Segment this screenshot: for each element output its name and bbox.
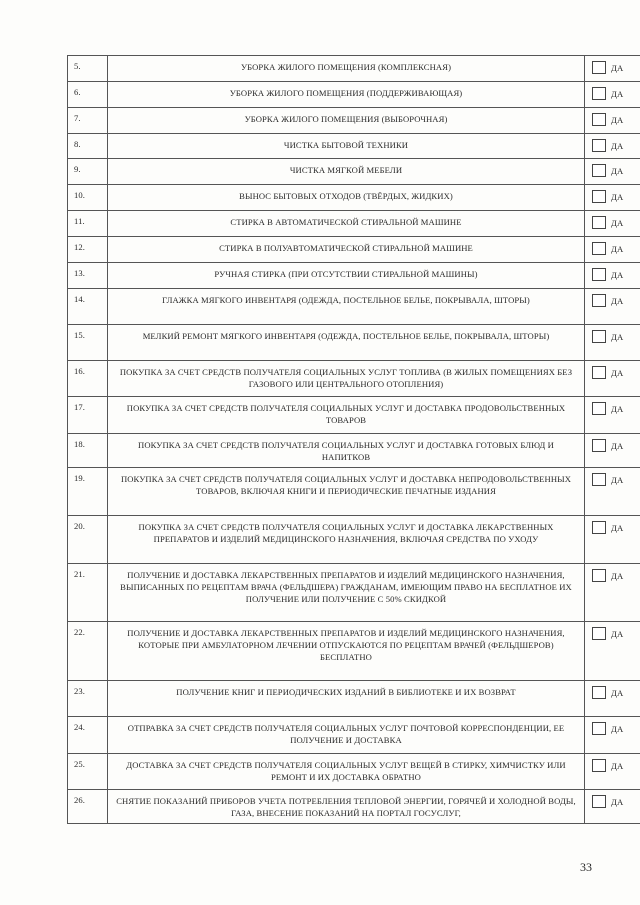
yes-option [585,134,640,152]
yes-option [585,185,640,203]
yes-option [585,717,640,735]
yes-checkbox[interactable] [592,521,606,534]
yes-option [585,289,640,307]
yes-option [585,82,640,100]
yes-option [585,263,640,281]
yes-checkbox[interactable] [592,473,606,486]
service-name: ПОКУПКА ЗА СЧЕТ СРЕДСТВ ПОЛУЧАТЕЛЯ СОЦИАЛЬНЫХ УСЛУГ И ДОСТАВКА НЕПРОДОВОЛЬСТВЕННЫХ ТОВАРОВ, ВКЛЮЧАЯ КНИГИ И ПЕРИОДИЧЕСКИЕ ПЕЧАТНЫЕ ИЗДАНИЯ [108,468,585,516]
yes-option [585,434,640,452]
yes-label: ДА [611,166,624,176]
services-table [67,55,640,824]
table-row [68,434,640,468]
row-number: 10. [68,185,108,211]
row-number: 21. [68,564,108,622]
yes-cell [585,108,640,134]
yes-label: ДА [611,332,624,342]
yes-cell [585,82,640,108]
yes-checkbox[interactable] [592,294,606,307]
yes-option [585,211,640,229]
table-row [68,289,640,325]
yes-checkbox[interactable] [592,113,606,126]
yes-checkbox[interactable] [592,268,606,281]
yes-cell [585,185,640,211]
yes-cell [585,754,640,790]
table-row [68,108,640,134]
service-name: ЧИСТКА МЯГКОЙ МЕБЕЛИ [108,159,585,185]
yes-label: ДА [611,571,624,581]
service-name: ПОЛУЧЕНИЕ И ДОСТАВКА ЛЕКАРСТВЕННЫХ ПРЕПАРАТОВ И ИЗДЕЛИЙ МЕДИЦИНСКОГО НАЗНАЧЕНИЯ, ВЫПИСАННЫХ ПО РЕЦЕПТАМ ВРАЧА (ФЕЛЬДШЕРА) ГРАЖДАНАМ, ИМЕЮЩИМ ПРАВО НА БЕСПЛАТНОЕ ИХ ПОЛУЧЕНИЕ ИЛИ ПОЛУЧЕНИЕ С 50% СКИДКОЙ [108,564,585,622]
yes-label: ДА [611,629,624,639]
service-name: ГЛАЖКА МЯГКОГО ИНВЕНТАРЯ (ОДЕЖДА, ПОСТЕЛЬНОЕ БЕЛЬЕ, ПОКРЫВАЛА, ШТОРЫ) [108,289,585,325]
yes-cell [585,622,640,681]
service-name: ПОЛУЧЕНИЕ И ДОСТАВКА ЛЕКАРСТВЕННЫХ ПРЕПАРАТОВ И ИЗДЕЛИЙ МЕДИЦИНСКОГО НАЗНАЧЕНИЯ, КОТОРЫЕ ПРИ АМБУЛАТОРНОМ ЛЕЧЕНИИ ОТПУСКАЮТСЯ ПО РЕЦЕПТАМ ВРАЧЕЙ (ФЕЛЬДШЕРОВ) БЕСПЛАТНО [108,622,585,681]
table-row [68,263,640,289]
row-number: 7. [68,108,108,134]
yes-option [585,159,640,177]
table-row [68,56,640,82]
yes-checkbox[interactable] [592,87,606,100]
yes-checkbox[interactable] [592,795,606,808]
yes-cell [585,564,640,622]
row-number: 14. [68,289,108,325]
table-row [68,325,640,361]
yes-option [585,790,640,808]
table-row [68,622,640,681]
yes-label: ДА [611,270,624,280]
yes-option [585,397,640,415]
yes-checkbox[interactable] [592,439,606,452]
yes-cell [585,56,640,82]
yes-checkbox[interactable] [592,139,606,152]
yes-label: ДА [611,368,624,378]
row-number: 22. [68,622,108,681]
yes-cell [585,516,640,564]
yes-label: ДА [611,797,624,807]
row-number: 8. [68,134,108,159]
yes-cell [585,289,640,325]
service-name: РУЧНАЯ СТИРКА (ПРИ ОТСУТСТВИИ СТИРАЛЬНОЙ МАШИНЫ) [108,263,585,289]
yes-label: ДА [611,523,624,533]
yes-cell [585,717,640,754]
service-name: УБОРКА ЖИЛОГО ПОМЕЩЕНИЯ (ПОДДЕРЖИВАЮЩАЯ) [108,82,585,108]
row-number: 25. [68,754,108,790]
yes-cell [585,325,640,361]
yes-label: ДА [611,218,624,228]
service-name: ЧИСТКА БЫТОВОЙ ТЕХНИКИ [108,134,585,159]
yes-label: ДА [611,89,624,99]
row-number: 18. [68,434,108,468]
yes-checkbox[interactable] [592,366,606,379]
table-row [68,516,640,564]
yes-option [585,108,640,126]
service-name: ПОКУПКА ЗА СЧЕТ СРЕДСТВ ПОЛУЧАТЕЛЯ СОЦИАЛЬНЫХ УСЛУГ ТОПЛИВА (В ЖИЛЫХ ПОМЕЩЕНИЯХ БЕЗ ГАЗОВОГО ИЛИ ЦЕНТРАЛЬНОГО ОТОПЛЕНИЯ) [108,361,585,397]
row-number: 5. [68,56,108,82]
yes-label: ДА [611,761,624,771]
yes-label: ДА [611,441,624,451]
yes-label: ДА [611,141,624,151]
yes-cell [585,159,640,185]
yes-label: ДА [611,724,624,734]
yes-label: ДА [611,475,624,485]
service-name: ПОКУПКА ЗА СЧЕТ СРЕДСТВ ПОЛУЧАТЕЛЯ СОЦИАЛЬНЫХ УСЛУГ И ДОСТАВКА ПРОДОВОЛЬСТВЕННЫХ ТОВАРОВ [108,397,585,434]
service-name: УБОРКА ЖИЛОГО ПОМЕЩЕНИЯ (КОМПЛЕКСНАЯ) [108,56,585,82]
service-name: ДОСТАВКА ЗА СЧЕТ СРЕДСТВ ПОЛУЧАТЕЛЯ СОЦИАЛЬНЫХ УСЛУГ ВЕЩЕЙ В СТИРКУ, ХИМЧИСТКУ ИЛИ РЕМОНТ И ИХ ДОСТАВКА ОБРАТНО [108,754,585,790]
yes-checkbox[interactable] [592,722,606,735]
yes-option [585,516,640,534]
table-row [68,468,640,516]
yes-option [585,325,640,343]
yes-cell [585,237,640,263]
table-row [68,361,640,397]
yes-checkbox[interactable] [592,402,606,415]
page-number: 33 [580,860,592,874]
row-number: 23. [68,681,108,717]
yes-option [585,56,640,74]
service-name: МЕЛКИЙ РЕМОНТ МЯГКОГО ИНВЕНТАРЯ (ОДЕЖДА, ПОСТЕЛЬНОЕ БЕЛЬЕ, ПОКРЫВАЛА, ШТОРЫ) [108,325,585,361]
row-number: 26. [68,790,108,824]
service-name: ПОЛУЧЕНИЕ КНИГ И ПЕРИОДИЧЕСКИХ ИЗДАНИЙ В БИБЛИОТЕКЕ И ИХ ВОЗВРАТ [108,681,585,717]
yes-label: ДА [611,404,624,414]
yes-label: ДА [611,296,624,306]
row-number: 24. [68,717,108,754]
table-row [68,82,640,108]
row-number: 6. [68,82,108,108]
yes-cell [585,468,640,516]
yes-label: ДА [611,115,624,125]
yes-option [585,237,640,255]
yes-checkbox[interactable] [592,330,606,343]
yes-option [585,468,640,486]
yes-option [585,564,640,582]
yes-checkbox[interactable] [592,627,606,640]
yes-checkbox[interactable] [592,759,606,772]
row-number: 15. [68,325,108,361]
yes-checkbox[interactable] [592,164,606,177]
yes-label: ДА [611,244,624,254]
table-row [68,237,640,263]
service-name: ОТПРАВКА ЗА СЧЕТ СРЕДСТВ ПОЛУЧАТЕЛЯ СОЦИАЛЬНЫХ УСЛУГ ПОЧТОВОЙ КОРРЕСПОНДЕНЦИИ, ЕЕ ПОЛУЧЕНИЕ И ДОСТАВКА [108,717,585,754]
yes-checkbox[interactable] [592,190,606,203]
table-row [68,790,640,824]
table-row [68,134,640,159]
table-row [68,754,640,790]
yes-label: ДА [611,688,624,698]
yes-checkbox[interactable] [592,61,606,74]
service-name: ВЫНОС БЫТОВЫХ ОТХОДОВ (ТВЁРДЫХ, ЖИДКИХ) [108,185,585,211]
table-row [68,681,640,717]
yes-option [585,361,640,379]
table-row [68,397,640,434]
row-number: 19. [68,468,108,516]
row-number: 11. [68,211,108,237]
row-number: 20. [68,516,108,564]
yes-cell [585,397,640,434]
service-name: СТИРКА В ПОЛУАВТОМАТИЧЕСКОЙ СТИРАЛЬНОЙ МАШИНЕ [108,237,585,263]
service-name: ПОКУПКА ЗА СЧЕТ СРЕДСТВ ПОЛУЧАТЕЛЯ СОЦИАЛЬНЫХ УСЛУГ И ДОСТАВКА ЛЕКАРСТВЕННЫХ ПРЕПАРАТОВ И ИЗДЕЛИЙ МЕДИЦИНСКОГО НАЗНАЧЕНИЯ, ВКЛЮЧАЯ СРЕДСТВА ПО УХОДУ [108,516,585,564]
yes-cell [585,211,640,237]
table-row [68,564,640,622]
table-row [68,211,640,237]
row-number: 12. [68,237,108,263]
yes-option [585,754,640,772]
row-number: 17. [68,397,108,434]
yes-checkbox[interactable] [592,569,606,582]
service-name: СТИРКА В АВТОМАТИЧЕСКОЙ СТИРАЛЬНОЙ МАШИНЕ [108,211,585,237]
yes-cell [585,134,640,159]
yes-label: ДА [611,192,624,202]
yes-cell [585,361,640,397]
yes-checkbox[interactable] [592,216,606,229]
row-number: 9. [68,159,108,185]
table-row [68,717,640,754]
service-name: СНЯТИЕ ПОКАЗАНИЙ ПРИБОРОВ УЧЕТА ПОТРЕБЛЕНИЯ ТЕПЛОВОЙ ЭНЕРГИИ, ГОРЯЧЕЙ И ХОЛОДНОЙ ВОДЫ, ГАЗА, ВНЕСЕНИЕ ПОКАЗАНИЙ НА ПОРТАЛ ГОСУСЛУГ, [108,790,585,824]
yes-cell [585,790,640,824]
yes-option [585,681,640,699]
row-number: 16. [68,361,108,397]
yes-cell [585,434,640,468]
table-row [68,159,640,185]
row-number: 13. [68,263,108,289]
yes-checkbox[interactable] [592,686,606,699]
service-name: ПОКУПКА ЗА СЧЕТ СРЕДСТВ ПОЛУЧАТЕЛЯ СОЦИАЛЬНЫХ УСЛУГ И ДОСТАВКА ГОТОВЫХ БЛЮД И НАПИТКОВ [108,434,585,468]
table-row [68,185,640,211]
services-table-body [68,56,640,824]
yes-checkbox[interactable] [592,242,606,255]
yes-option [585,622,640,640]
yes-cell [585,681,640,717]
yes-label: ДА [611,63,624,73]
service-name: УБОРКА ЖИЛОГО ПОМЕЩЕНИЯ (ВЫБОРОЧНАЯ) [108,108,585,134]
yes-cell [585,263,640,289]
